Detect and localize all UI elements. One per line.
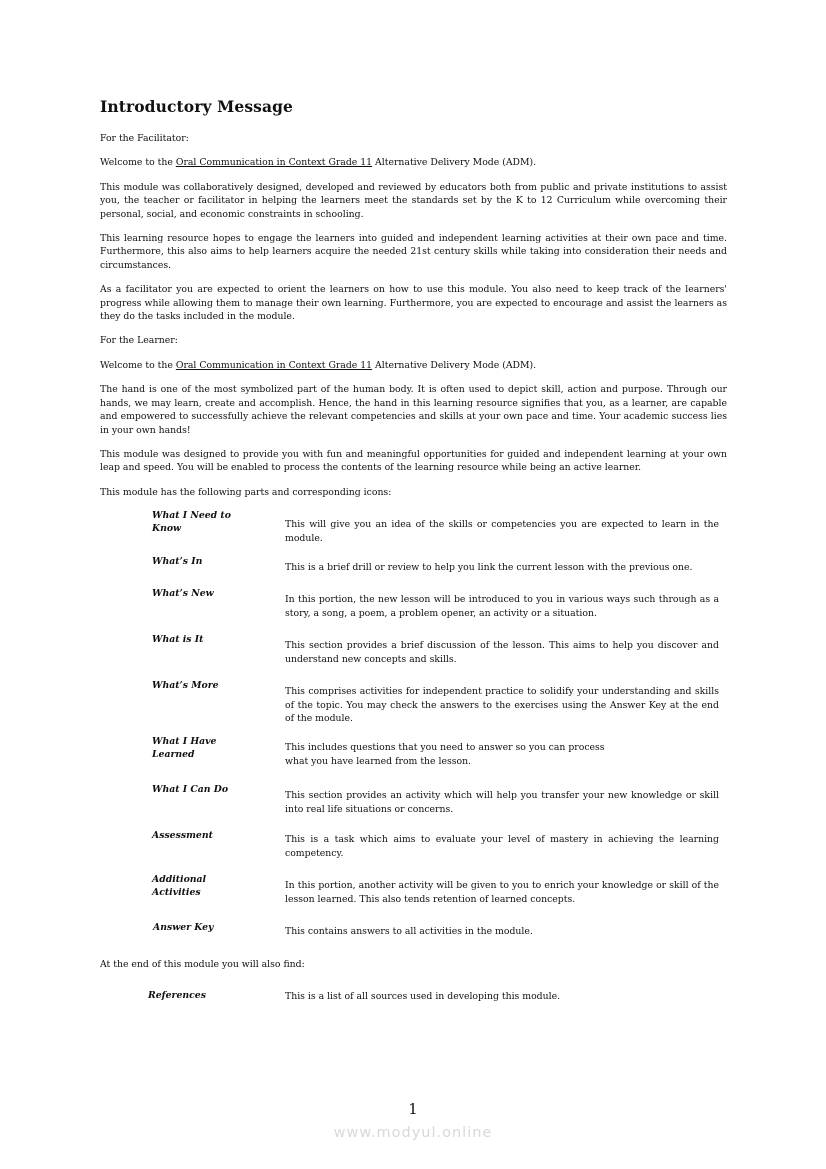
list-item: [100, 634, 727, 680]
list-item: [100, 784, 727, 830]
facilitator-paragraph-2: This learning resource hopes to engage the learners into guided and independent learning activities at their own pace and time. Furthermore, this also aims to help learners acquire the needed 21st century skills while taking into consideration their needs and circumstances.: [100, 233, 727, 271]
course-title: Oral Communication in Context Grade 11: [175, 359, 373, 371]
end-of-module-intro: At the end of this module you will also find:: [100, 959, 305, 971]
part-label: References: [148, 989, 206, 1001]
list-item: [100, 830, 727, 874]
part-description: This includes questions that you need to answer so you can process what you have learned from the lesson.: [285, 742, 605, 767]
part-description: This is a task which aims to evaluate your level of mastery in achieving the learning competency.: [285, 834, 719, 859]
facilitator-welcome: [100, 156, 727, 169]
part-label: What I Have Learned: [152, 736, 217, 760]
list-item: [100, 510, 727, 556]
learner-paragraph-2: This module was designed to provide you with fun and meaningful opportunities for guided and independent learning at your own leap and speed. You will be enabled to process the contents of the learning resource while being an active learner.: [100, 448, 727, 474]
facilitator-paragraph-3: As a facilitator you are expected to orient the learners on how to use this module. You also need to keep track of the learners' progress while allowing them to manage their own learning. Furthermore, you are expected to encourage and assist the learners as they do the tasks included in the module.: [100, 284, 727, 323]
list-item: [100, 680, 727, 736]
facilitator-paragraph-1: This module was collaboratively designed, developed and reviewed by educators both from public and private institutions to assist you, the teacher or facilitator in helping the learners meet the standards set by the K to 12 Curriculum while overcoming their personal, social, and economic constraints in schooling.: [100, 181, 727, 220]
course-title: Oral Communication in Context Grade 11: [175, 157, 373, 169]
list-item: [100, 922, 727, 958]
learner-paragraph-1: The hand is one of the most symbolized part of the human body. It is often used to depict skill, action and purpose. Through our hands, we may learn, create and accomplish. Hence, the hand in this learning resource signifies that you, as a learner, are capable and empowered to successfully achieve the relevant competencies and skills at your own pace and time. Your academic success lies in your own hands!: [100, 384, 727, 436]
list-item: [100, 736, 727, 784]
facilitator-heading: For the Facilitator:: [100, 133, 189, 144]
welcome-suffix: Alternative Delivery Mode (ADM).: [372, 157, 537, 169]
watermark: www.modyul.online: [333, 1125, 493, 1141]
part-label: What I Can Do: [152, 784, 229, 796]
part-label: What is It: [152, 634, 204, 646]
parts-intro: This module has the following parts and corresponding icons:: [100, 486, 392, 498]
part-description: This is a list of all sources used in developing this module.: [285, 990, 561, 1002]
module-parts-list: [100, 510, 727, 958]
part-description: This contains answers to all activities in the module.: [285, 926, 533, 938]
page-title: Introductory Message: [100, 97, 294, 116]
learner-heading: For the Learner:: [100, 335, 178, 347]
list-item: [100, 556, 727, 588]
welcome-prefix: Welcome to the: [100, 157, 176, 169]
page-number: 1: [408, 1100, 418, 1118]
list-item: [100, 990, 727, 1020]
part-description: In this portion, another activity will be given to you to enrich your knowledge or skill of the lesson learned. This also tends retention of learned concepts.: [285, 880, 719, 905]
part-label: Additional Activities: [152, 874, 207, 898]
learner-welcome: [100, 359, 727, 372]
part-label: What I Need to Know: [152, 510, 231, 534]
part-description: This will give you an idea of the skills or competencies you are expected to learn in the module.: [285, 519, 719, 544]
part-label: Assessment: [152, 830, 213, 842]
part-label: What’s New: [152, 588, 214, 600]
welcome-suffix: Alternative Delivery Mode (ADM).: [372, 359, 537, 371]
part-label: What’s In: [152, 556, 203, 568]
part-description: This section provides a brief discussion of the lesson. This aims to help you discover and understand new concepts and skills.: [285, 640, 719, 665]
part-description: In this portion, the new lesson will be introduced to you in various ways such through as a story, a song, a poem, a problem opener, an activity or a situation.: [285, 594, 719, 619]
part-label: Answer Key: [153, 922, 214, 934]
part-description: This comprises activities for independent practice to solidify your understanding and skills of the topic. You may check the answers to the exercises using the Answer Key at the end of the module.: [285, 686, 719, 724]
list-item: [100, 588, 727, 634]
part-label: What’s More: [152, 680, 219, 692]
list-item: [100, 874, 727, 922]
welcome-prefix: Welcome to the: [100, 359, 176, 371]
document-page: [100, 97, 727, 1020]
part-description: This is a brief drill or review to help you link the current lesson with the previous one.: [285, 562, 693, 574]
part-description: This section provides an activity which will help you transfer your new knowledge or skill into real life situations or concerns.: [285, 790, 719, 815]
